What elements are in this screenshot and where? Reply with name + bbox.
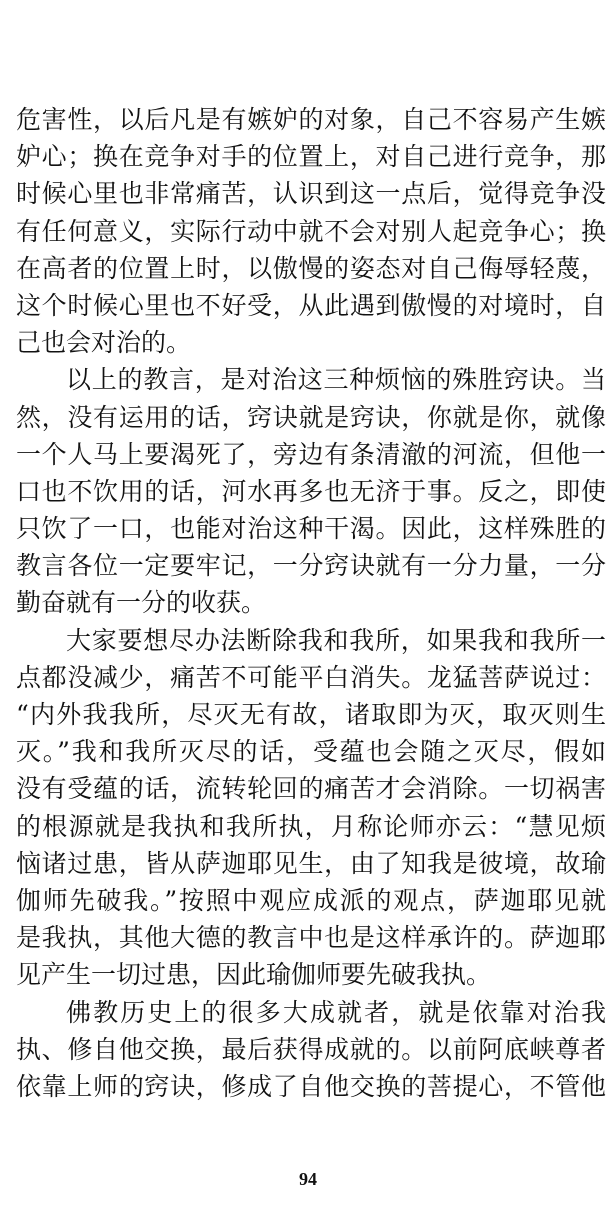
body-text [16, 101, 606, 1105]
text-line: 是我执，其他大德的教言中也是这样承许的。萨迦耶 [16, 923, 606, 953]
text-line: 妒心；换在竞争对手的位置上，对自己进行竞争，那 [16, 142, 606, 172]
text-line: 在高者的位置上时，以傲慢的姿态对自己侮辱轻蔑， [16, 253, 606, 283]
text-line: 依靠上师的窍诀，修成了自他交换的菩提心，不管他 [16, 1071, 606, 1101]
text-line: 这个时候心里也不好受，从此遇到傲慢的对境时，自 [16, 290, 606, 320]
text-line: 时候心里也非常痛苦，认识到这一点后，觉得竞争没 [16, 179, 606, 209]
text-line: 执、修自他交换，最后获得成就的。以前阿底峡尊者 [16, 1034, 606, 1064]
paragraph-start-line: 大家要想尽办法断除我和我所，如果我和我所一 [66, 625, 606, 655]
text-line: 教言各位一定要牢记，一分窍诀就有一分力量，一分 [16, 551, 606, 581]
text-line: 危害性，以后凡是有嫉妒的对象，自己不容易产生嫉 [16, 105, 606, 134]
text-line: 的根源就是我执和我所执，月称论师亦云：“慧见烦 [16, 811, 606, 841]
text-line: 没有受蕴的话，流转轮回的痛苦才会消除。一切祸害 [16, 774, 606, 804]
text-line: 勤奋就有一分的收获。 [16, 588, 267, 618]
text-line: 口也不饮用的话，河水再多也无济于事。反之，即使 [16, 476, 606, 506]
text-line: 伽师先破我。”按照中观应成派的观点，萨迦耶见就 [16, 885, 606, 915]
text-line: “内外我我所，尽灭无有故，诸取即为灭，取灭则生 [16, 700, 606, 729]
paragraph-start-line: 以上的教言，是对治这三种烦恼的殊胜窍诀。当 [66, 365, 606, 395]
page-number: 94 [299, 1169, 317, 1189]
text-line: 然，没有运用的话，窍诀就是窍诀，你就是你，就像 [16, 402, 606, 432]
text-line: 有任何意义，实际行动中就不会对别人起竞争心；换 [16, 216, 606, 246]
text-line: 己也会对治的。 [16, 328, 192, 358]
text-line: 点都没减少，痛苦不可能平白消失。龙猛菩萨说过： [16, 662, 606, 692]
text-line: 灭。”我和我所灭尽的话，受蕴也会随之灭尽，假如 [16, 737, 606, 767]
text-line: 一个人马上要渴死了，旁边有条清澈的河流，但他一 [16, 439, 606, 469]
text-line: 见产生一切过患，因此瑜伽师要先破我执。 [16, 960, 492, 990]
text-line: 只饮了一口，也能对治这种干渴。因此，这样殊胜的 [16, 514, 606, 544]
paragraph-start-line: 佛教历史上的很多大成就者，就是依靠对治我 [66, 997, 606, 1027]
text-line: 恼诸过患，皆从萨迦耶见生，由了知我是彼境，故瑜 [16, 848, 606, 878]
